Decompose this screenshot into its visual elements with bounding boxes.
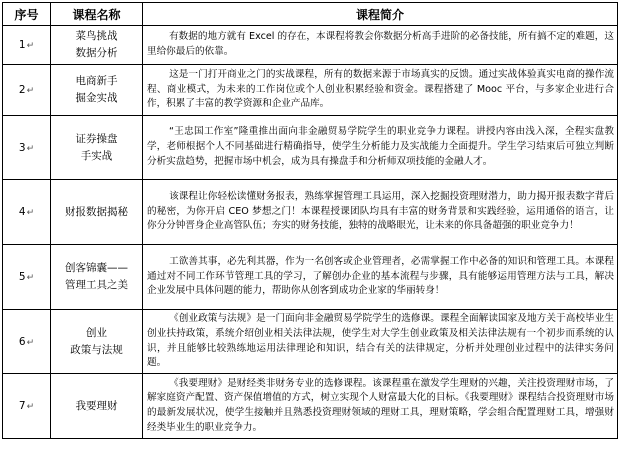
- table-row: [3, 374, 618, 439]
- header-name: 课程名称: [51, 3, 143, 26]
- paragraph-mark: ↵: [26, 41, 35, 51]
- table-row: [3, 65, 618, 116]
- course-desc: 《创业政策与法规》是一门面向非金融贸易学院学生的选修课。课程全面解读国家及地方关于高校毕业生创业扶持政策，系统介绍创业相关法律法规，使学生对大学生创业政策及相关法律法规有一个初步而系统的认识，并且能够比较熟练地运用法律理论和知识，结合有关的法律规定，分析并处理创业过程中的法律实务问题。: [147, 313, 614, 369]
- row-num-cell: [3, 180, 51, 245]
- table-row: [3, 180, 618, 245]
- table-row: [3, 310, 618, 374]
- course-desc: “王忠国工作室”隆重推出面向非金融贸易学院学生的职业竞争力课程。讲授内容由浅入深，全程实盘教学，老师根据个人不同基础进行精确指导，使学生分析能力及实战能力全面提升。学生学习结束后可独立判断分析实盘趋势，把握市场中机会，成为具有操盘手和分析师双项技能的金融人才。: [147, 126, 614, 167]
- course-name-line: 电商新手: [75, 75, 118, 87]
- course-name-line: 数据分析: [75, 47, 118, 59]
- row-num-cell: [3, 374, 51, 439]
- paragraph-mark: ↵: [26, 143, 35, 154]
- paragraph-mark: ↵: [26, 337, 35, 348]
- course-desc-cell: [143, 65, 618, 116]
- row-num-cell: [3, 310, 51, 374]
- course-table-document: [2, 2, 617, 439]
- course-name-line: 管理工具之美: [65, 279, 128, 291]
- course-name-line: 掘金实战: [75, 92, 118, 104]
- course-name-cell: [51, 180, 143, 245]
- course-name-line: 菜鸟挑战: [75, 30, 118, 42]
- course-name-cell: [51, 374, 143, 439]
- row-num: 3: [18, 141, 26, 154]
- course-name-line: 创业: [86, 326, 107, 339]
- course-desc-cell: [143, 310, 618, 374]
- course-desc: 《我要理财》是财经类非财务专业的选修课程。该课程重在激发学生理财的兴趣，关注投资理财市场，了解家庭资产配置、资产保值增值的方式，树立实现个人财富最大化的目标。《我要理财》课程结合投资理财市场的最新发展状况，使学生接触并且熟悉投资理财领域的理财工具，理财策略，学会组合配置理财工具，增强财经类毕业生的职业竞争力。: [147, 377, 614, 433]
- course-desc-cell: [143, 26, 618, 65]
- course-desc: 该课程让你轻松读懂财务报表，熟练掌握管理工具运用，深入挖掘投资理财潜力，助力揭开报表数字背后的秘密，为你开启 CEO 梦想之门！本课程授课团队均具有丰富的财务背景和实践经验，运用通俗的语言，让你分分钟晋身企业高管队伍；夯实的财务技能，独特的战略眼光，让未来的你具备超强的职业竞争力！: [147, 190, 614, 232]
- course-desc-cell: [143, 180, 618, 245]
- course-desc-cell: [143, 116, 618, 180]
- course-name-line: 证券操盘: [75, 132, 118, 145]
- header-desc: 课程简介: [143, 3, 618, 26]
- row-num: 5: [18, 271, 26, 283]
- course-desc: 有数据的地方就有 Excel 的存在，本课程将教会你数据分析高手进阶的必备技能，所有搞不定的难题，这里给你最后的依靠。: [147, 31, 614, 57]
- row-num-cell: [3, 65, 51, 116]
- course-name-line: 创客锦囊——: [65, 262, 128, 274]
- course-desc: 这是一门打开商业之门的实战课程，所有的数据来源于市场真实的反馈。通过实战体验真实电商的操作流程、商业模式，为未来的工作岗位或个人创业积累经验和资金。课程搭建了 Mooc 平台，与多家企业进行合作，积累了丰富的教学资源和企业产品库。: [147, 68, 614, 110]
- row-num: 7: [18, 400, 26, 412]
- row-num-cell: [3, 245, 51, 310]
- course-desc-cell: [143, 374, 618, 439]
- course-desc: 工欲善其事，必先利其器，作为一名创客或企业管理者，必需掌握工作中必备的知识和管理工具。本课程通过对不同工作环节管理工具的学习，了解创办企业的基本流程与步骤，具有能够运用管理方法与工具，解决企业发展中具体问题的能力，帮助你从创客到成功企业家的华丽转身！: [147, 255, 614, 297]
- course-name-cell: [51, 65, 143, 116]
- table-row: [3, 116, 618, 180]
- course-name-line: 手实战: [80, 149, 113, 162]
- paragraph-mark: ↵: [26, 273, 35, 283]
- course-desc-cell: [143, 245, 618, 310]
- header-num: 序号: [3, 3, 51, 26]
- row-num-cell: [3, 116, 51, 180]
- table-header-row: [3, 3, 618, 26]
- row-num-cell: [3, 26, 51, 65]
- row-num: 1: [18, 39, 26, 51]
- course-table: [2, 2, 618, 439]
- course-name-cell: [51, 26, 143, 65]
- course-name-cell: [51, 116, 143, 180]
- course-name-cell: [51, 310, 143, 374]
- row-num: 4: [18, 206, 26, 218]
- course-name-line: 政策与法规: [70, 343, 123, 356]
- course-name-cell: [51, 245, 143, 310]
- table-row: [3, 245, 618, 310]
- course-name-line: 我要理财: [75, 399, 118, 412]
- row-num: 2: [18, 84, 26, 96]
- paragraph-mark: ↵: [26, 402, 35, 412]
- row-num: 6: [18, 335, 26, 348]
- paragraph-mark: ↵: [26, 208, 35, 218]
- paragraph-mark: ↵: [26, 86, 35, 96]
- course-name-line: 财报数据揭秘: [65, 205, 128, 218]
- table-row: [3, 26, 618, 65]
